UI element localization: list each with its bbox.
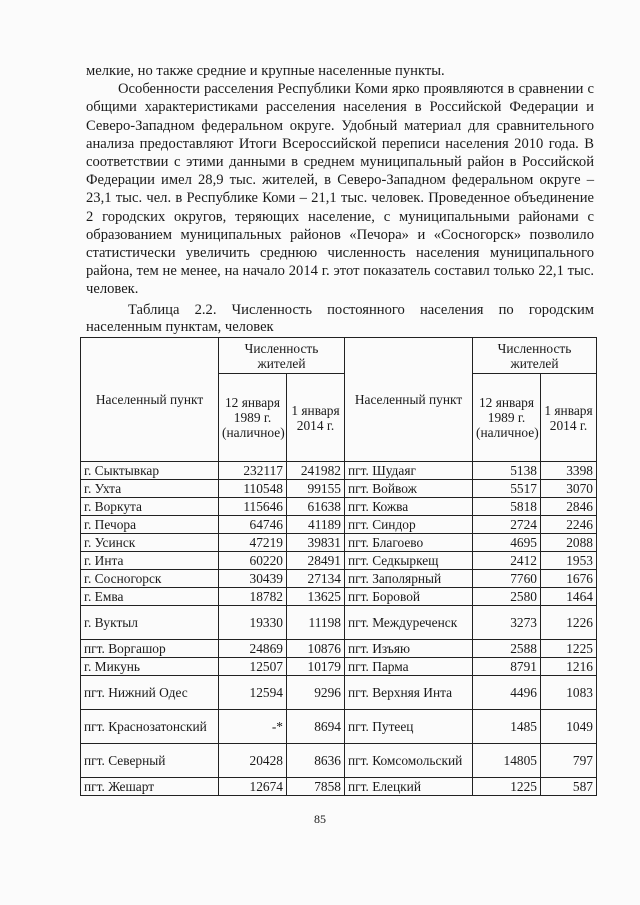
- settlement-cell: г. Воркута: [81, 498, 219, 516]
- settlement-cell: пгт. Заполярный: [345, 570, 473, 588]
- table-row: [81, 658, 597, 676]
- population-1989-cell: 64746: [219, 516, 287, 534]
- population-1989-cell: 1485: [473, 710, 541, 744]
- settlement-cell: г. Печора: [81, 516, 219, 534]
- population-2014-cell: 99155: [287, 480, 345, 498]
- population-2014-cell: 1216: [541, 658, 597, 676]
- population-2014-cell: 61638: [287, 498, 345, 516]
- table-row: [81, 606, 597, 640]
- population-1989-cell: 20428: [219, 744, 287, 778]
- header-1989: 12 января 1989 г. (наличное): [219, 374, 287, 462]
- settlement-cell: пгт. Елецкий: [345, 778, 473, 796]
- population-2014-cell: 39831: [287, 534, 345, 552]
- table-caption-text: Таблица 2.2. Численность постоянного населения по городским населенным пунктам, человек: [86, 302, 594, 335]
- table-row: [81, 570, 597, 588]
- population-1989-cell: 4695: [473, 534, 541, 552]
- population-2014-cell: 7858: [287, 778, 345, 796]
- population-2014-cell: 41189: [287, 516, 345, 534]
- population-2014-cell: 10179: [287, 658, 345, 676]
- settlement-cell: г. Ухта: [81, 480, 219, 498]
- table-row: [81, 710, 597, 744]
- paragraph: Особенности расселения Республики Коми ярко проявляются в сравнении с общими характеристиками расселения населения в Российской Федерации и Северо-Западном федеральном округе. Удобный материал для сравнительного анализа предоставляют Итоги Всероссийской переписи населения 2010 года. В соответствии с этими данными в среднем муниципальный район в Российской Федерации имел 28,9 тыс. жителей, в Северо-Западном федеральном округе – 23,1 тыс. чел. в Республике Коми – 21,1 тыс. человек. Проведенное объединение 2 городских округов, теряющих население, с муниципальными районами с образованием муниципальных районов «Печора» и «Сосногорск» позволило статистически увеличить среднюю численность населения муниципального района, тем не менее, на начало 2014 г. этот показатель составил только 22,1 тыс. человек.: [86, 81, 594, 298]
- population-2014-cell: 27134: [287, 570, 345, 588]
- header-1989-right: 12 января 1989 г. (наличное): [473, 374, 541, 462]
- settlement-cell: г. Емва: [81, 588, 219, 606]
- population-1989-cell: 12674: [219, 778, 287, 796]
- population-1989-cell: 1225: [473, 778, 541, 796]
- header-population-right: Численность жителей: [473, 338, 597, 374]
- population-1989-cell: 110548: [219, 480, 287, 498]
- table-row: [81, 640, 597, 658]
- population-1989-cell: 19330: [219, 606, 287, 640]
- table-row: [81, 676, 597, 710]
- table-row: [81, 516, 597, 534]
- population-1989-cell: 8791: [473, 658, 541, 676]
- population-2014-cell: 28491: [287, 552, 345, 570]
- population-2014-cell: 3398: [541, 462, 597, 480]
- population-1989-cell: 115646: [219, 498, 287, 516]
- population-2014-cell: 1464: [541, 588, 597, 606]
- population-1989-cell: 24869: [219, 640, 287, 658]
- population-2014-cell: 1225: [541, 640, 597, 658]
- settlement-cell: пгт. Воргашор: [81, 640, 219, 658]
- population-1989-cell: 12594: [219, 676, 287, 710]
- table-row: [81, 462, 597, 480]
- settlement-cell: г. Усинск: [81, 534, 219, 552]
- population-1989-cell: 2580: [473, 588, 541, 606]
- settlement-cell: пгт. Войвож: [345, 480, 473, 498]
- population-1989-cell: 7760: [473, 570, 541, 588]
- population-2014-cell: 9296: [287, 676, 345, 710]
- population-1989-cell: 5517: [473, 480, 541, 498]
- population-1989-cell: 4496: [473, 676, 541, 710]
- population-1989-cell: 12507: [219, 658, 287, 676]
- population-2014-cell: 2846: [541, 498, 597, 516]
- population-2014-cell: 2088: [541, 534, 597, 552]
- population-1989-cell: 2588: [473, 640, 541, 658]
- header-settlement: Населенный пункт: [81, 338, 219, 462]
- population-1989-cell: 14805: [473, 744, 541, 778]
- settlement-cell: пгт. Синдор: [345, 516, 473, 534]
- settlement-cell: г. Сосногорск: [81, 570, 219, 588]
- settlement-cell: пгт. Верхняя Инта: [345, 676, 473, 710]
- settlement-cell: пгт. Шудаяг: [345, 462, 473, 480]
- population-1989-cell: 47219: [219, 534, 287, 552]
- settlement-cell: пгт. Боровой: [345, 588, 473, 606]
- population-2014-cell: 1049: [541, 710, 597, 744]
- settlement-cell: г. Вуктыл: [81, 606, 219, 640]
- population-table: [80, 337, 597, 796]
- table-row: [81, 588, 597, 606]
- population-1989-cell: 3273: [473, 606, 541, 640]
- table-row: [81, 744, 597, 778]
- population-2014-cell: 241982: [287, 462, 345, 480]
- population-2014-cell: 11198: [287, 606, 345, 640]
- body-text: [86, 62, 594, 299]
- settlement-cell: г. Микунь: [81, 658, 219, 676]
- population-2014-cell: 1226: [541, 606, 597, 640]
- settlement-cell: г. Инта: [81, 552, 219, 570]
- population-2014-cell: 10876: [287, 640, 345, 658]
- settlement-cell: пгт. Комсомольский: [345, 744, 473, 778]
- header-2014-right: 1 января 2014 г.: [541, 374, 597, 462]
- population-2014-cell: 3070: [541, 480, 597, 498]
- population-2014-cell: 1953: [541, 552, 597, 570]
- population-2014-cell: 2246: [541, 516, 597, 534]
- settlement-cell: пгт. Краснозатонский: [81, 710, 219, 744]
- settlement-cell: пгт. Парма: [345, 658, 473, 676]
- population-2014-cell: 1083: [541, 676, 597, 710]
- settlement-cell: пгт. Кожва: [345, 498, 473, 516]
- population-2014-cell: 8694: [287, 710, 345, 744]
- settlement-cell: пгт. Жешарт: [81, 778, 219, 796]
- population-1989-cell: 30439: [219, 570, 287, 588]
- population-2014-cell: 1676: [541, 570, 597, 588]
- settlement-cell: пгт. Нижний Одес: [81, 676, 219, 710]
- population-1989-cell: 5818: [473, 498, 541, 516]
- population-1989-cell: -*: [219, 710, 287, 744]
- header-population: Численность жителей: [219, 338, 345, 374]
- population-2014-cell: 587: [541, 778, 597, 796]
- population-1989-cell: 5138: [473, 462, 541, 480]
- population-1989-cell: 18782: [219, 588, 287, 606]
- population-1989-cell: 232117: [219, 462, 287, 480]
- population-2014-cell: 8636: [287, 744, 345, 778]
- settlement-cell: пгт. Северный: [81, 744, 219, 778]
- table-caption: [86, 302, 594, 336]
- settlement-cell: пгт. Изъяю: [345, 640, 473, 658]
- header-settlement-right: Населенный пункт: [345, 338, 473, 462]
- header-2014: 1 января 2014 г.: [287, 374, 345, 462]
- page-number: 85: [314, 812, 326, 826]
- settlement-cell: пгт. Седкыркещ: [345, 552, 473, 570]
- table-row: [81, 498, 597, 516]
- settlement-cell: пгт. Междуреченск: [345, 606, 473, 640]
- paragraph: мелкие, но также средние и крупные населенные пункты.: [86, 63, 445, 79]
- population-1989-cell: 60220: [219, 552, 287, 570]
- population-1989-cell: 2724: [473, 516, 541, 534]
- table-row: [81, 534, 597, 552]
- population-2014-cell: 13625: [287, 588, 345, 606]
- population-1989-cell: 2412: [473, 552, 541, 570]
- settlement-cell: пгт. Путеец: [345, 710, 473, 744]
- table-row: [81, 778, 597, 796]
- population-2014-cell: 797: [541, 744, 597, 778]
- settlement-cell: г. Сыктывкар: [81, 462, 219, 480]
- settlement-cell: пгт. Благоево: [345, 534, 473, 552]
- table-row: [81, 552, 597, 570]
- table-row: [81, 480, 597, 498]
